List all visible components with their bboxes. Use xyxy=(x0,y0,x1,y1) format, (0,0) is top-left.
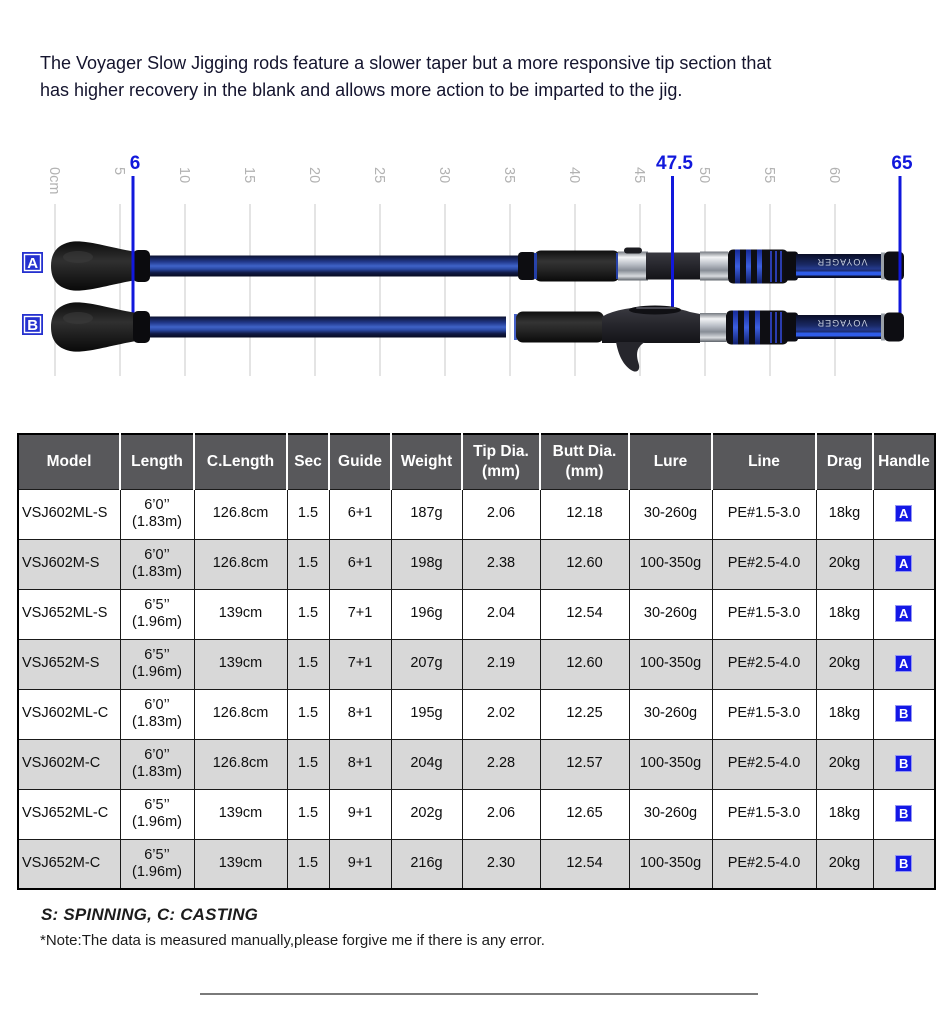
ruler-tick-label: 25 xyxy=(371,167,387,184)
cell-weight: 196g xyxy=(391,589,462,639)
col-header-guide: Guide xyxy=(329,434,391,489)
cell-line: PE#1.5-3.0 xyxy=(712,789,816,839)
rod-a-rear-band xyxy=(784,252,798,281)
cell-drag: 20kg xyxy=(816,539,873,589)
cell-tip-dia: 2.38 xyxy=(462,539,540,589)
rod-a-spinning-handle xyxy=(51,241,904,290)
cell-butt-dia: 12.60 xyxy=(540,539,629,589)
col-header-tip-dia: Tip Dia. (mm) xyxy=(462,434,540,489)
cell-handle xyxy=(873,639,935,689)
cell-handle xyxy=(873,489,935,539)
rod-a-hood-tab xyxy=(624,248,642,254)
cell-tip-dia: 2.06 xyxy=(462,489,540,539)
marker-value-6: 6 xyxy=(129,153,141,174)
col-header-weight: Weight xyxy=(391,434,462,489)
cell-c-length: 139cm xyxy=(194,639,287,689)
rod-a-badge xyxy=(22,252,43,273)
handle-badge-A: A xyxy=(895,655,912,672)
rod-a-nut-rib xyxy=(775,251,777,282)
cell-line: PE#1.5-3.0 xyxy=(712,589,816,639)
rod-a-lock-ring xyxy=(757,250,762,284)
handle-badge-A: A xyxy=(895,605,912,622)
cell-guide: 7+1 xyxy=(329,589,391,639)
spec-table-head xyxy=(18,434,935,489)
handle-badge-A: A xyxy=(895,555,912,572)
cell-lure: 100-350g xyxy=(629,739,712,789)
cell-length: 6’5’’ (1.96m) xyxy=(120,789,194,839)
cell-line: PE#2.5-4.0 xyxy=(712,839,816,889)
cell-model: VSJ652M-S xyxy=(18,639,120,689)
marker-value-65: 65 xyxy=(891,153,913,174)
cell-butt-dia: 12.54 xyxy=(540,839,629,889)
rod-a-nut-rib xyxy=(780,251,782,282)
col-header-sec: Sec xyxy=(287,434,329,489)
table-row xyxy=(18,639,935,689)
col-header-handle: Handle xyxy=(873,434,935,489)
ruler-tick-label: 15 xyxy=(241,167,257,184)
cell-sec: 1.5 xyxy=(287,589,329,639)
cell-weight: 195g xyxy=(391,689,462,739)
col-header-model: Model xyxy=(18,434,120,489)
ruler-tick-label: 60 xyxy=(826,167,842,184)
table-row xyxy=(18,739,935,789)
rod-b-seat-slot-highlight xyxy=(636,307,676,309)
cell-handle xyxy=(873,689,935,739)
rod-b-seat-cone xyxy=(700,313,726,342)
cell-line: PE#1.5-3.0 xyxy=(712,689,816,739)
rod-a-lock-ring xyxy=(735,250,740,284)
cell-lure: 100-350g xyxy=(629,639,712,689)
handle-badge-B: B xyxy=(895,755,912,772)
cell-drag: 18kg xyxy=(816,589,873,639)
cell-length: 6’5’’ (1.96m) xyxy=(120,839,194,889)
rod-a-nut-rib xyxy=(770,251,772,282)
cell-handle xyxy=(873,539,935,589)
cell-lure: 30-260g xyxy=(629,689,712,739)
cell-weight: 204g xyxy=(391,739,462,789)
ruler-tick-label: 10 xyxy=(176,167,192,184)
rod-b-nut-rib xyxy=(775,312,777,343)
marker-value-47.5: 47.5 xyxy=(656,153,693,174)
rod-a-grip-collar xyxy=(133,250,150,282)
cell-guide: 8+1 xyxy=(329,689,391,739)
rod-b-brand-text: VOYAGER xyxy=(816,318,868,328)
cell-sec: 1.5 xyxy=(287,739,329,789)
cell-guide: 9+1 xyxy=(329,839,391,889)
cell-length: 6’0’’ (1.83m) xyxy=(120,539,194,589)
cell-drag: 20kg xyxy=(816,839,873,889)
cell-handle xyxy=(873,739,935,789)
rod-a-brand-text: VOYAGER xyxy=(816,257,868,267)
handle-badge-B: B xyxy=(895,705,912,722)
cell-model: VSJ652ML-S xyxy=(18,589,120,639)
ruler-tick-label: 45 xyxy=(631,167,647,184)
spec-table-container xyxy=(17,433,936,890)
header-row xyxy=(18,434,935,489)
spec-table-body xyxy=(18,489,935,889)
rod-a-foregrip xyxy=(534,251,620,282)
rod-b-foregrip xyxy=(516,312,604,343)
legend-text: S: SPINNING, C: CASTING xyxy=(41,905,259,924)
cell-tip-dia: 2.19 xyxy=(462,639,540,689)
ruler-tick-label: 5 xyxy=(111,167,127,176)
col-header-lure: Lure xyxy=(629,434,712,489)
ruler-tick-label: 40 xyxy=(566,167,582,184)
cell-c-length: 126.8cm xyxy=(194,689,287,739)
rod-b-lock-ring xyxy=(744,311,749,345)
table-row xyxy=(18,689,935,739)
bottom-divider xyxy=(200,993,758,995)
cell-sec: 1.5 xyxy=(287,839,329,889)
cell-butt-dia: 12.54 xyxy=(540,589,629,639)
handle-badge-B: B xyxy=(895,855,912,872)
rod-a-blank xyxy=(150,256,520,277)
cell-handle xyxy=(873,589,935,639)
cell-length: 6’0’’ (1.83m) xyxy=(120,739,194,789)
cell-drag: 20kg xyxy=(816,739,873,789)
cell-guide: 6+1 xyxy=(329,489,391,539)
cell-line: PE#1.5-3.0 xyxy=(712,489,816,539)
cell-line: PE#2.5-4.0 xyxy=(712,739,816,789)
cell-butt-dia: 12.18 xyxy=(540,489,629,539)
col-header-drag: Drag xyxy=(816,434,873,489)
ruler-tick-label: 30 xyxy=(436,167,452,184)
cell-model: VSJ602ML-S xyxy=(18,489,120,539)
cell-weight: 187g xyxy=(391,489,462,539)
table-row xyxy=(18,839,935,889)
cell-handle xyxy=(873,789,935,839)
rod-measurement-diagram xyxy=(0,0,951,410)
rod-b-seat-slot xyxy=(629,306,681,315)
cell-drag: 18kg xyxy=(816,689,873,739)
cell-butt-dia: 12.25 xyxy=(540,689,629,739)
rod-b-rear-band xyxy=(784,313,798,342)
handle-badge-B: B xyxy=(895,805,912,822)
rod-b-rear-stripe xyxy=(796,333,888,337)
cell-tip-dia: 2.02 xyxy=(462,689,540,739)
cell-guide: 7+1 xyxy=(329,639,391,689)
cell-c-length: 139cm xyxy=(194,589,287,639)
cell-lure: 30-260g xyxy=(629,789,712,839)
rod-b-nut-rib xyxy=(780,312,782,343)
cell-c-length: 126.8cm xyxy=(194,489,287,539)
rod-a-rear-stripe xyxy=(796,272,888,276)
cell-length: 6’0’’ (1.83m) xyxy=(120,689,194,739)
ruler-tick-label: 0cm xyxy=(46,167,62,195)
rod-b-casting-handle xyxy=(51,302,904,371)
cell-guide: 9+1 xyxy=(329,789,391,839)
rod-b-butt-grip xyxy=(51,302,136,351)
rod-b-nut-rib xyxy=(770,312,772,343)
cell-tip-dia: 2.30 xyxy=(462,839,540,889)
cell-guide: 8+1 xyxy=(329,739,391,789)
cell-drag: 20kg xyxy=(816,639,873,689)
cell-weight: 207g xyxy=(391,639,462,689)
table-row xyxy=(18,539,935,589)
cell-guide: 6+1 xyxy=(329,539,391,589)
spec-table xyxy=(17,433,936,890)
cell-tip-dia: 2.04 xyxy=(462,589,540,639)
cell-butt-dia: 12.57 xyxy=(540,739,629,789)
table-row xyxy=(18,589,935,639)
cell-lure: 30-260g xyxy=(629,489,712,539)
ruler-tick-label: 35 xyxy=(501,167,517,184)
ruler-tick-label: 20 xyxy=(306,167,322,184)
cell-tip-dia: 2.06 xyxy=(462,789,540,839)
col-header-butt-dia: Butt Dia. (mm) xyxy=(540,434,629,489)
cell-weight: 198g xyxy=(391,539,462,589)
rod-b-lock-ring xyxy=(755,311,760,345)
rod-b-lock-ring xyxy=(733,311,738,345)
cell-weight: 202g xyxy=(391,789,462,839)
col-header-c-length: C.Length xyxy=(194,434,287,489)
cell-drag: 18kg xyxy=(816,789,873,839)
col-header-length: Length xyxy=(120,434,194,489)
handle-badge-A: A xyxy=(895,505,912,522)
rod-b-badge-letter: B xyxy=(27,317,39,334)
cell-butt-dia: 12.60 xyxy=(540,639,629,689)
cell-lure: 100-350g xyxy=(629,539,712,589)
cell-tip-dia: 2.28 xyxy=(462,739,540,789)
cell-model: VSJ602ML-C xyxy=(18,689,120,739)
note-text: *Note:The data is measured manually,please forgive me if there is any error. xyxy=(40,932,545,949)
cell-c-length: 126.8cm xyxy=(194,739,287,789)
cell-lure: 100-350g xyxy=(629,839,712,889)
cell-length: 6’0’’ (1.83m) xyxy=(120,489,194,539)
rod-a-reel-seat-hood xyxy=(618,252,648,281)
cell-sec: 1.5 xyxy=(287,789,329,839)
cell-sec: 1.5 xyxy=(287,639,329,689)
ruler-tick-label: 55 xyxy=(761,167,777,184)
cell-c-length: 126.8cm xyxy=(194,539,287,589)
rod-a-seat-cone xyxy=(700,252,728,281)
cell-model: VSJ652M-C xyxy=(18,839,120,889)
rod-b-end-cap xyxy=(884,313,904,342)
cell-length: 6’5’’ (1.96m) xyxy=(120,639,194,689)
rod-a-foam-collar xyxy=(518,252,536,280)
cell-weight: 216g xyxy=(391,839,462,889)
cell-butt-dia: 12.65 xyxy=(540,789,629,839)
intro-line-2: has higher recovery in the blank and allows more action to be imparted to the jig. xyxy=(40,80,683,100)
cell-sec: 1.5 xyxy=(287,689,329,739)
cell-handle xyxy=(873,839,935,889)
cell-line: PE#2.5-4.0 xyxy=(712,639,816,689)
cell-model: VSJ602M-S xyxy=(18,539,120,589)
cell-drag: 18kg xyxy=(816,489,873,539)
cell-sec: 1.5 xyxy=(287,539,329,589)
ruler-labels xyxy=(46,167,842,194)
cell-sec: 1.5 xyxy=(287,489,329,539)
rod-a-badge-letter: A xyxy=(27,255,39,272)
cell-c-length: 139cm xyxy=(194,839,287,889)
col-header-line: Line xyxy=(712,434,816,489)
ruler-grid xyxy=(55,204,835,376)
cell-line: PE#2.5-4.0 xyxy=(712,539,816,589)
rod-a-lock-ring xyxy=(746,250,751,284)
rod-a-butt-grip xyxy=(51,241,136,290)
intro-line-1: The Voyager Slow Jigging rods feature a slower taper but a more responsive tip section that xyxy=(40,53,772,73)
rod-b-badge xyxy=(22,314,43,335)
cell-length: 6’5’’ (1.96m) xyxy=(120,589,194,639)
cell-model: VSJ602M-C xyxy=(18,739,120,789)
table-row xyxy=(18,489,935,539)
rod-b-blank xyxy=(150,317,506,338)
rod-a-foam-ring-left xyxy=(534,253,537,279)
rod-b-grip-collar xyxy=(133,311,150,343)
rod-a-grip-highlight xyxy=(63,251,93,263)
ruler-tick-label: 50 xyxy=(696,167,712,184)
cell-c-length: 139cm xyxy=(194,789,287,839)
rod-b-trigger xyxy=(616,342,645,372)
cell-lure: 30-260g xyxy=(629,589,712,639)
table-row xyxy=(18,789,935,839)
rod-b-grip-highlight xyxy=(63,312,93,324)
cell-model: VSJ652ML-C xyxy=(18,789,120,839)
